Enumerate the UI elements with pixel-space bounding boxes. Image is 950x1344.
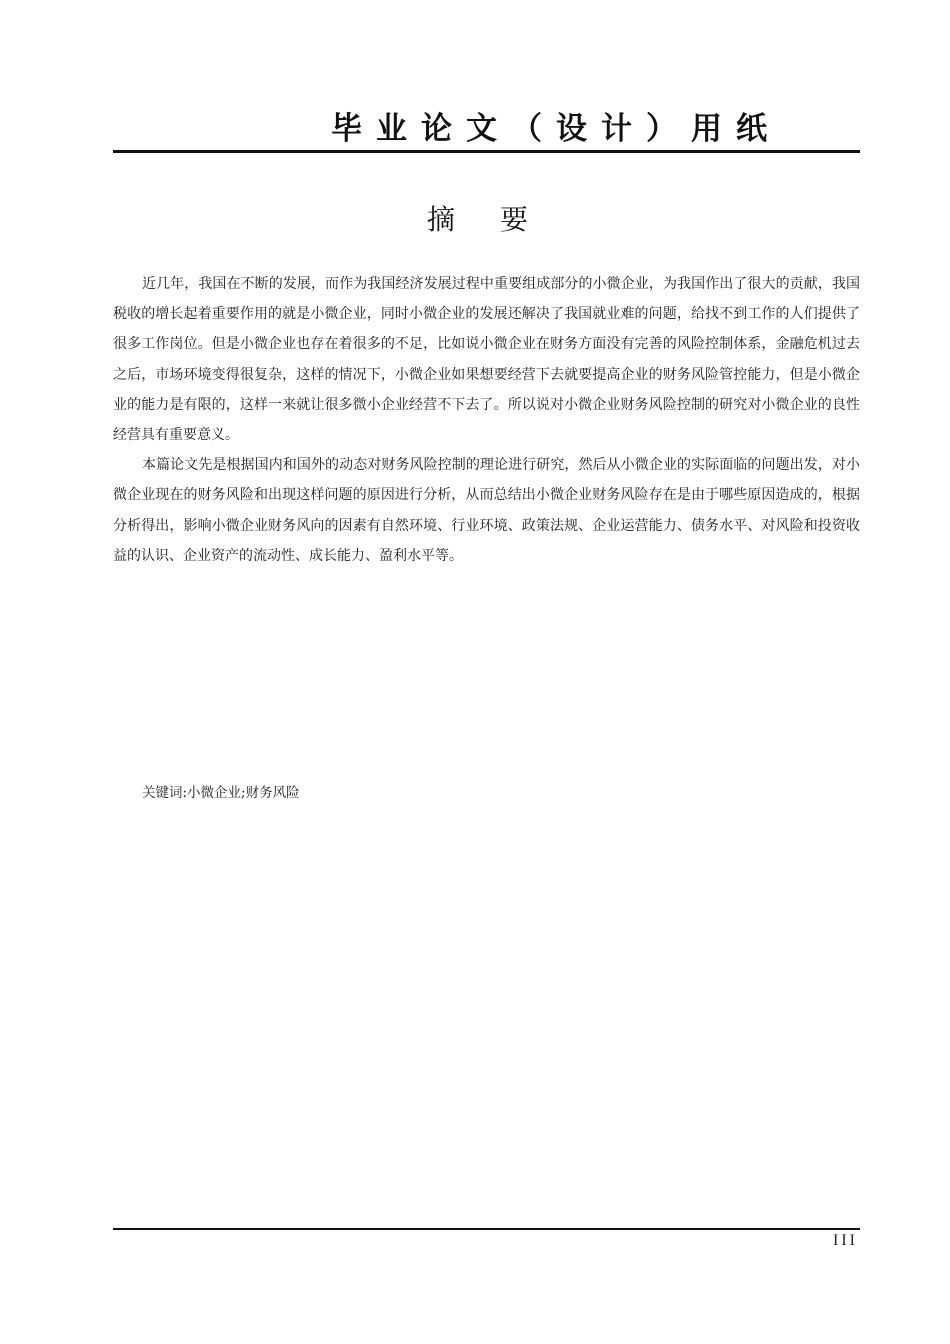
abstract-paragraph-1: 近几年，我国在不断的发展，而作为我国经济发展过程中重要组成部分的小微企业，为我国作出了很大的贡献，我国税收的增长起着重要作用的就是小微企业，同时小微企业的发展还解决了我国就业难的问题，给找不到工作的人们提供了很多工作岗位。但是小微企业也存在着很多的不足，比如说小微企业在财务方面没有完善的风险控制体系，金融危机过去之后，市场环境变得很复杂，这样的情况下，小微企业如果想要经营下去就要提高企业的财务风险管控能力，但是小微企业的能力是有限的，这样一来就让很多微小企业经营不下去了。所以说对小微企业财务风险控制的研究对小微企业的良性经营具有重要意义。 [113,276,860,444]
abstract-title: 摘 要 [427,203,546,236]
footer-rule [113,1228,860,1230]
page-number: III [833,1232,858,1249]
keywords-line: 关键词:小微企业;财务风险 [142,785,300,801]
page-header [113,100,860,154]
header-rule [113,150,860,153]
abstract-body [113,269,860,571]
abstract-paragraph-2: 本篇论文先是根据国内和国外的动态对财务风险控制的理论进行研究，然后从小微企业的实际面临的问题出发，对小微企业现在的财务风险和出现这样问题的原因进行分析，从而总结出小微企业财务风险存在是由于哪些原因造成的，根据分析得出，影响小微企业财务风向的因素有自然环境、行业环境、政策法规、企业运营能力、债务水平、对风险和投资收益的认识、企业资产的流动性、成长能力、盈利水平等。 [113,457,860,564]
thesis-paper-header-title: 毕业论文（设计）用纸 [331,111,781,147]
